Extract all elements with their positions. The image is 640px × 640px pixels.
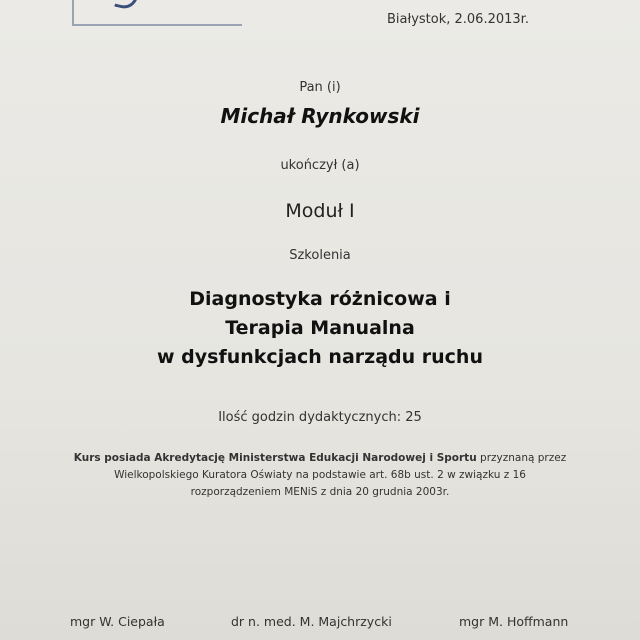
accreditation-intro: Kurs posiada [73,452,155,464]
accreditation-line-2: Wielkopolskiego Kuratora Oświaty na podstawie art. 68b ust. 2 w związku z 16 [114,469,526,481]
course-title-line-1: Diagnostyka różnicowa i [189,288,451,310]
recipient-name: Michał Rynkowski [220,104,420,128]
accreditation-ministry: Akredytację Ministerstwa Edukacji Narodowej i Sportu [154,452,477,464]
signature-3: mgr M. Hoffmann [459,614,569,629]
didactic-hours: Ilość godzin dydaktycznych: 25 [218,410,422,425]
logo-corner [72,0,242,26]
logo-swoosh-icon [114,0,138,11]
recipient-prefix: Pan (i) [299,80,341,95]
course-title-line-3: w dysfunkcjach narządu ruchu [157,346,483,368]
accreditation-granted: przyznaną przez [476,452,567,464]
module-title: Moduł I [285,200,355,222]
training-label: Szkolenia [289,248,351,263]
issue-date: Białystok, 2.06.2013r. [387,12,529,27]
signature-2: dr n. med. M. Majchrzycki [231,614,392,629]
course-title-line-2: Terapia Manualna [225,317,415,339]
signature-1: mgr W. Ciepała [70,614,165,629]
completed-label: ukończył (a) [280,158,360,173]
accreditation-line-1 [0,452,640,464]
accreditation-line-3: rozporządzeniem MENiS z dnia 20 grudnia 2003r. [190,486,450,498]
